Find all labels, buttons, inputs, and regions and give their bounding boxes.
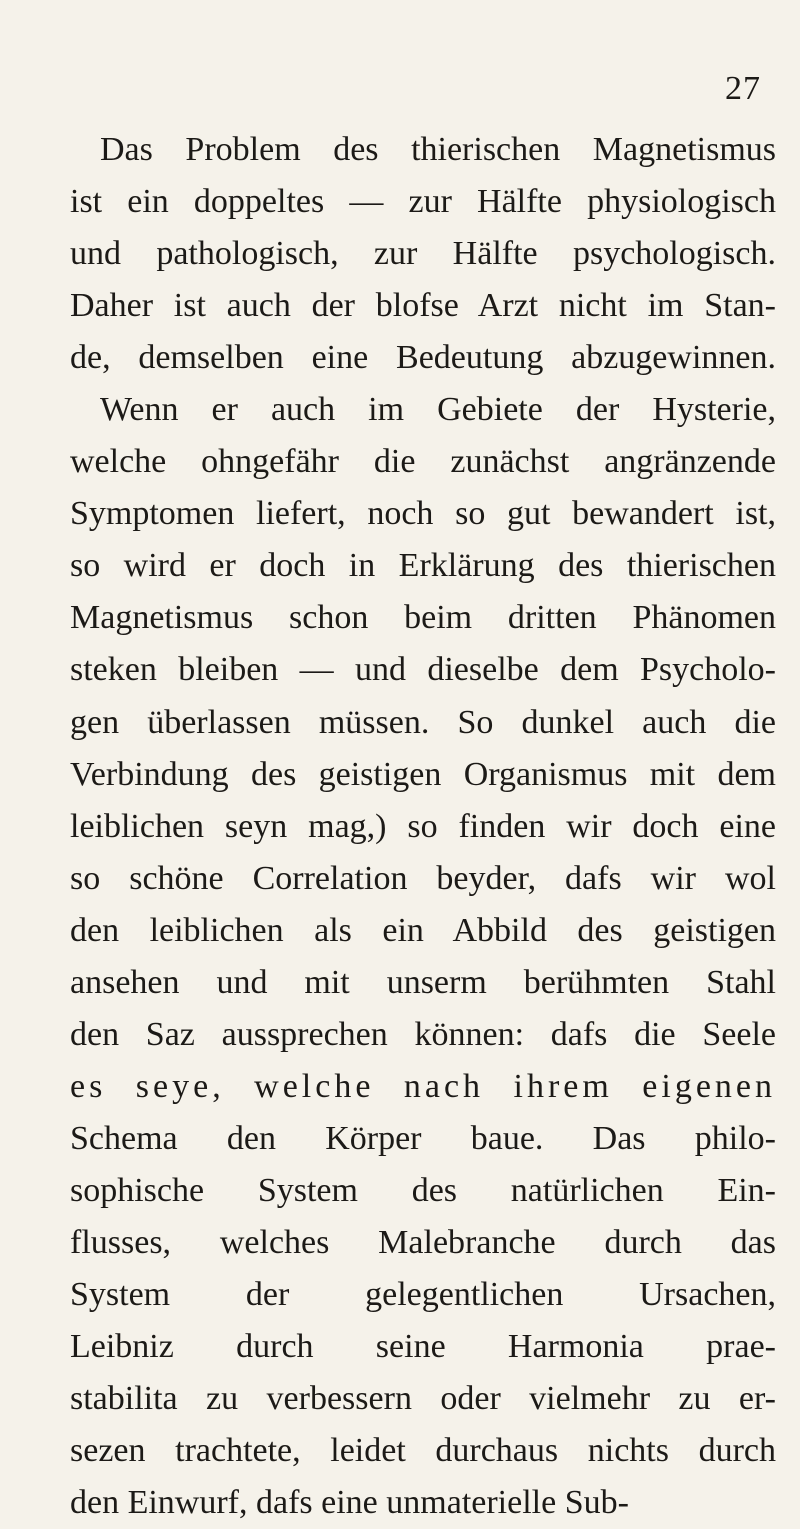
text-line: Schema den Körper baue. Das philo- bbox=[70, 1119, 776, 1157]
body-text bbox=[70, 124, 776, 1529]
text-line: de, demselben eine Bedeutung abzugewinnen. bbox=[70, 339, 776, 377]
text-line: sezen trachtete, leidet durchaus nichts durch bbox=[70, 1432, 776, 1470]
text-line: Symptomen liefert, noch so gut bewandert ist, bbox=[70, 495, 776, 533]
text-line: und pathologisch, zur Hälfte psychologisch. bbox=[70, 235, 776, 273]
text-line: welche ohngefähr die zunächst angränzende bbox=[70, 443, 776, 481]
text-line: System der gelegentlichen Ursachen, bbox=[70, 1276, 776, 1314]
text-line: den Saz aussprechen können: dafs die Seele bbox=[70, 1015, 776, 1053]
text-line: leiblichen seyn mag,) so finden wir doch eine bbox=[70, 807, 776, 845]
text-line: so wird er doch in Erklärung des thierischen bbox=[70, 547, 776, 585]
text-line: Magnetismus schon beim dritten Phänomen bbox=[70, 599, 776, 637]
text-line: es seye, welche nach ihrem eigenen bbox=[70, 1067, 776, 1105]
text-line: den leiblichen als ein Abbild des geistigen bbox=[70, 911, 776, 949]
text-line: flusses, welches Malebranche durch das bbox=[70, 1223, 776, 1261]
text-line: ansehen und mit unserm berühmten Stahl bbox=[70, 963, 776, 1001]
text-line: sophische System des natürlichen Ein- bbox=[70, 1171, 776, 1209]
text-line: steken bleiben — und dieselbe dem Psycholo- bbox=[70, 651, 776, 689]
text-line: den Einwurf, dafs eine unmaterielle Sub- bbox=[70, 1484, 629, 1522]
text-line: Daher ist auch der blofse Arzt nicht im Stan- bbox=[70, 287, 776, 325]
text-line: Das Problem des thierischen Magnetismus bbox=[100, 131, 776, 168]
text-line: ist ein doppeltes — zur Hälfte physiologisch bbox=[70, 183, 776, 221]
text-line: so schöne Correlation beyder, dafs wir wol bbox=[70, 859, 776, 897]
page-number: 27 bbox=[725, 70, 761, 107]
text-line: Wenn er auch im Gebiete der Hysterie, bbox=[100, 391, 776, 429]
text-line: gen überlassen müssen. So dunkel auch die bbox=[70, 703, 776, 741]
text-line: stabilita zu verbessern oder vielmehr zu er- bbox=[70, 1380, 776, 1418]
text-line: Leibniz durch seine Harmonia prae- bbox=[70, 1328, 776, 1366]
text-line: Verbindung des geistigen Organismus mit dem bbox=[70, 755, 776, 793]
